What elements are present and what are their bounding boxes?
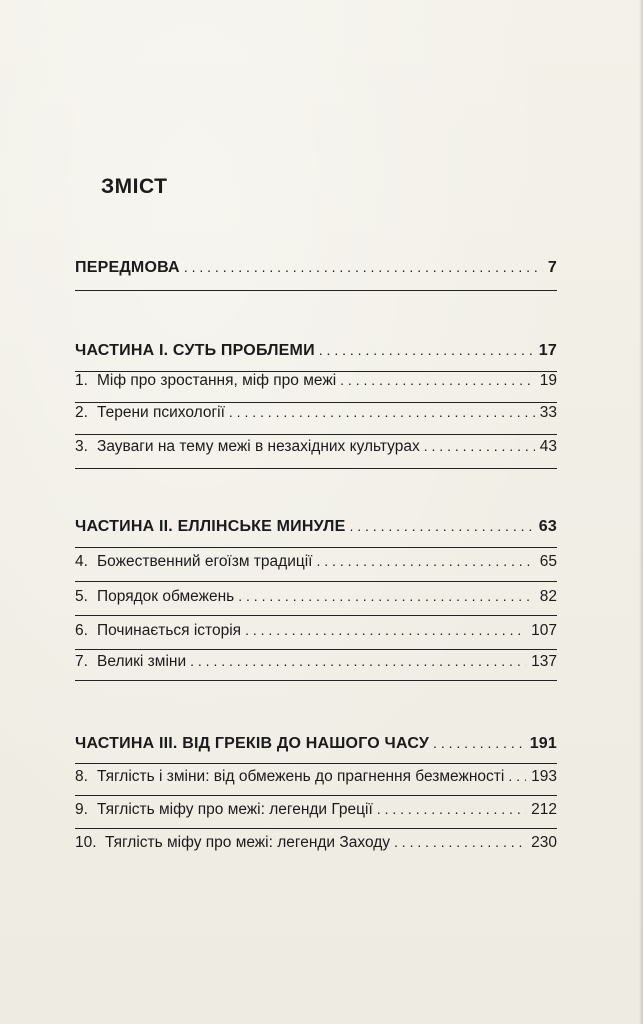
toc-entry-part-2[interactable] bbox=[75, 518, 557, 540]
toc-entry-label: Починається історія bbox=[97, 622, 242, 639]
chapter-number: 6. bbox=[75, 622, 88, 639]
chapter-number: 2. bbox=[75, 404, 88, 421]
dot-leader bbox=[508, 768, 526, 784]
chapter-number: 5. bbox=[75, 588, 88, 605]
dot-leader bbox=[245, 622, 526, 638]
toc-page-number: 212 bbox=[531, 801, 557, 818]
toc-entry-chapter-7[interactable] bbox=[75, 653, 557, 675]
chapter-number: 1. bbox=[75, 372, 88, 389]
toc-entry-part-1[interactable] bbox=[75, 342, 557, 364]
section-divider bbox=[75, 680, 557, 681]
toc-entry-label: ЧАСТИНА I. СУТЬ ПРОБЛЕМИ bbox=[75, 342, 315, 359]
dot-leader bbox=[229, 404, 535, 420]
toc-page-number: 137 bbox=[531, 653, 557, 670]
dot-leader bbox=[394, 834, 526, 850]
section-divider bbox=[75, 547, 557, 548]
toc-entry-label: Тяглість міфу про межі: легенди Греції bbox=[97, 801, 373, 818]
toc-page-number: 43 bbox=[539, 438, 557, 455]
toc-entry-part-3[interactable] bbox=[75, 735, 557, 757]
toc-entry-label: ЧАСТИНА III. ВІД ГРЕКІВ ДО НАШОГО ЧАСУ bbox=[75, 735, 430, 752]
toc-entry-label: Терени психології bbox=[97, 404, 225, 421]
section-divider bbox=[75, 795, 557, 796]
toc-entry-preface[interactable] bbox=[75, 259, 557, 281]
section-divider bbox=[75, 581, 557, 582]
section-divider bbox=[75, 402, 557, 403]
section-divider bbox=[75, 615, 557, 616]
chapter-number: 9. bbox=[75, 801, 88, 818]
toc-page-number: 7 bbox=[547, 259, 557, 276]
dot-leader bbox=[190, 653, 526, 669]
table-of-contents bbox=[75, 0, 557, 1024]
toc-entry-label: ЧАСТИНА II. ЕЛЛІНСЬКЕ МИНУЛЕ bbox=[75, 518, 346, 535]
toc-page-number: 193 bbox=[531, 768, 557, 785]
chapter-number: 7. bbox=[75, 653, 88, 670]
chapter-number: 10. bbox=[75, 834, 97, 851]
toc-entry-chapter-2[interactable] bbox=[75, 404, 557, 426]
section-divider bbox=[75, 434, 557, 435]
dot-leader bbox=[433, 735, 525, 751]
toc-page-number: 17 bbox=[538, 342, 557, 359]
chapter-number: 3. bbox=[75, 438, 88, 455]
toc-page-number: 230 bbox=[531, 834, 557, 851]
toc-entry-chapter-9[interactable] bbox=[75, 801, 557, 823]
page-title: ЗМІСТ bbox=[101, 175, 168, 198]
toc-page-number: 107 bbox=[531, 622, 557, 639]
toc-page-number: 65 bbox=[539, 553, 557, 570]
toc-entry-chapter-6[interactable] bbox=[75, 622, 557, 644]
toc-entry-chapter-5[interactable] bbox=[75, 588, 557, 610]
toc-entry-label: ПЕРЕДМОВА bbox=[75, 259, 180, 276]
dot-leader bbox=[316, 553, 534, 569]
toc-entry-label: Тяглість і зміни: від обмежень до прагнення безмежності bbox=[97, 768, 505, 785]
toc-entry-chapter-8[interactable] bbox=[75, 768, 557, 790]
section-divider bbox=[75, 763, 557, 764]
chapter-number: 4. bbox=[75, 553, 88, 570]
section-divider bbox=[75, 828, 557, 829]
toc-page-number: 191 bbox=[529, 735, 557, 752]
section-divider bbox=[75, 649, 557, 650]
toc-page-number: 63 bbox=[538, 518, 557, 535]
section-divider bbox=[75, 290, 557, 291]
toc-entry-label: Зауваги на тему межі в незахідних культурах bbox=[97, 438, 420, 455]
dot-leader bbox=[377, 801, 526, 817]
toc-entry-label: Тяглість міфу про межі: легенди Заходу bbox=[105, 834, 391, 851]
dot-leader bbox=[238, 588, 535, 604]
dot-leader bbox=[349, 518, 533, 534]
toc-entry-label: Великі зміни bbox=[97, 653, 187, 670]
dot-leader bbox=[424, 438, 535, 454]
dot-leader bbox=[319, 342, 534, 358]
page-edge-shadow bbox=[639, 0, 643, 1024]
section-divider bbox=[75, 468, 557, 469]
toc-entry-label: Міф про зростання, міф про межі bbox=[97, 372, 337, 389]
toc-entry-chapter-4[interactable] bbox=[75, 553, 557, 575]
toc-page-number: 82 bbox=[539, 588, 557, 605]
toc-entry-label: Порядок обмежень bbox=[97, 588, 235, 605]
toc-page-number: 33 bbox=[539, 404, 557, 421]
dot-leader bbox=[340, 372, 535, 388]
toc-entry-chapter-1[interactable] bbox=[75, 372, 557, 394]
toc-page-number: 19 bbox=[539, 372, 557, 389]
dot-leader bbox=[184, 259, 543, 275]
chapter-number: 8. bbox=[75, 768, 88, 785]
toc-entry-chapter-3[interactable] bbox=[75, 438, 557, 460]
toc-entry-label: Божественний егоїзм традиції bbox=[97, 553, 313, 570]
toc-entry-chapter-10[interactable] bbox=[75, 834, 557, 856]
